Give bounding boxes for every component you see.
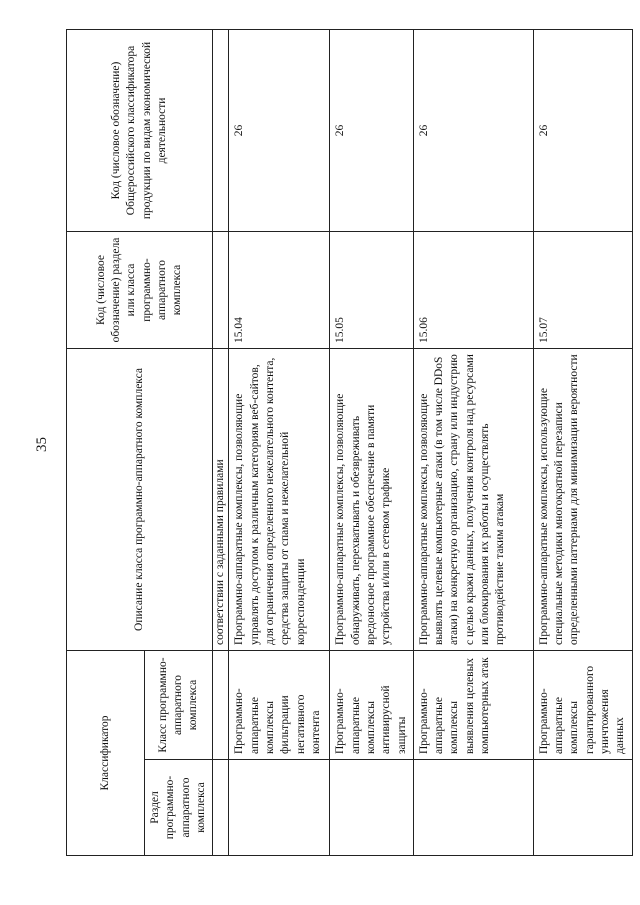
classifier-table [66,29,633,856]
cell-okpd: 26 [330,29,413,231]
rotated-table-frame [66,30,627,856]
header-row [67,29,145,855]
cell-code: 15.06 [413,231,533,348]
cell-section [330,760,413,856]
cell-section [413,760,533,856]
cell-okpd [213,29,229,231]
cell-section [533,760,632,856]
header-classifier: Классификатор [67,650,145,855]
header-description: Описание класса программно-аппаратного комплекса [67,348,213,650]
cell-okpd: 26 [413,29,533,231]
cell-okpd: 26 [533,29,632,231]
cell-code: 15.04 [229,231,330,348]
cell-okpd: 26 [229,29,330,231]
table-row [533,29,632,855]
table-row [229,29,330,855]
cell-description: Программно-аппаратные комплексы, позволяющие управлять доступом к различным категориям веб-сайтов, для ограничения определенного нежелательного контента, средства защиты от спама и нежелательной корреспонденции [229,348,330,650]
cell-class: Программно-аппаратные комплексы антивирусной защиты [330,650,413,759]
cell-class [213,650,229,759]
cell-description: Программно-аппаратные комплексы, использующие специальные методики многократной перезаписи определенными паттернами для минимизации вероятности [533,348,632,650]
table-row [213,29,229,855]
page-number: 35 [34,437,50,452]
cell-code: 15.07 [533,231,632,348]
cell-code: 15.05 [330,231,413,348]
table-row [330,29,413,855]
cell-class: Программно-аппаратные комплексы фильтрации негативного контента [229,650,330,759]
header-okpd: Код (числовое обозначение) Общероссийского классификатора продукции по видам экономической деятельности [67,29,213,231]
cell-description: соответствии с заданными правилами [213,348,229,650]
header-class: Класс программно-аппаратного комплекса [145,650,213,759]
header-section: Раздел программно-аппаратного комплекса [145,760,213,856]
cell-section [229,760,330,856]
header-code: Код (числовое обозначение) раздела или класса программно-аппаратного комплекса [67,231,213,348]
table-row [413,29,533,855]
cell-description: Программно-аппаратные комплексы, позволяющие выявлять целевые компьютерные атаки (в том числе DDoS атаки) на конкретную организацию, страну или индустрию с целью кражи данных, получения контроля над ресурсами или блокирования их работы и осуществлять противодействие таким атакам [413,348,533,650]
cell-class: Программно-аппаратные комплексы выявления целевых компьютерных атак [413,650,533,759]
cell-class: Программно-аппаратные комплексы гарантированного уничтожения данных [533,650,632,759]
cell-description: Программно-аппаратные комплексы, позволяющие обнаруживать, перехватывать и обезвреживать вредоносное программное обеспечение в памяти устройства и/или в сетевом трафике [330,348,413,650]
cell-code [213,231,229,348]
cell-section [213,760,229,856]
